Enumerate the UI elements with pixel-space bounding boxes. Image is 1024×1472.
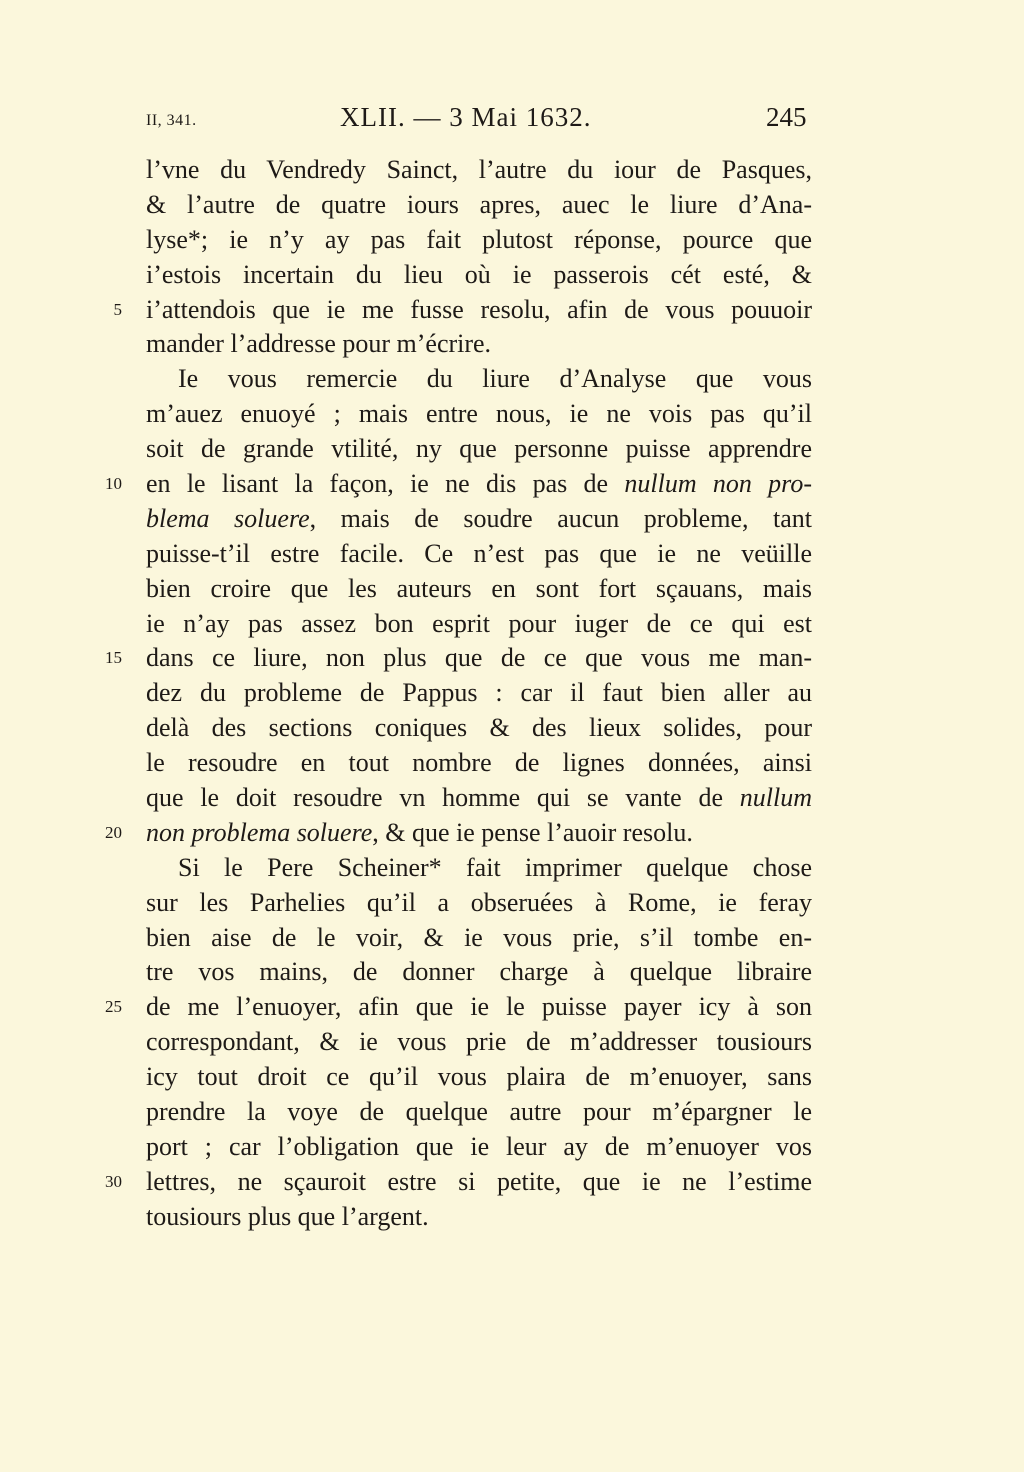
line-number: 30 — [105, 1171, 122, 1191]
line-text: lettres, ne sçauroit estre si petite, que ie ne l’estime — [146, 1166, 812, 1196]
text-line — [146, 572, 812, 607]
line-text: icy tout droit ce qu’il vous plaira de m’enuoyer, sans — [146, 1062, 812, 1092]
line-text: Ie vous remercie du liure d’Analyse que vous — [178, 364, 812, 394]
latin-phrase: nullum — [739, 783, 812, 813]
line-text: tousiours plus que l’argent. — [146, 1201, 429, 1231]
line-text-mixed — [146, 502, 812, 537]
line-number: 20 — [105, 822, 122, 842]
line-text: bien aise de le voir, & ie vous prie, s’il tombe en- — [146, 922, 812, 952]
line-number: 10 — [105, 474, 122, 494]
line-text: Si le Pere Scheiner* fait imprimer quelque chose — [178, 852, 812, 882]
text-line — [105, 816, 812, 851]
letter-body — [105, 153, 812, 1235]
line-text: prendre la voye de quelque autre pour m’épargner le — [146, 1097, 812, 1127]
text-line — [146, 1130, 812, 1165]
line-text: de me l’enuoyer, afin que ie le puisse payer icy à son — [146, 992, 812, 1022]
line-text: delà des sections coniques & des lieux solides, pour — [146, 713, 812, 743]
line-segment: , mais de soudre aucun probleme, tant — [309, 503, 812, 533]
text-line — [146, 1060, 812, 1095]
line-text-mixed — [146, 781, 812, 816]
letter-heading: XLII. — 3 Mai 1632. — [340, 102, 592, 132]
text-line — [146, 432, 812, 467]
text-line — [105, 467, 812, 502]
line-number: 25 — [105, 997, 122, 1017]
line-text: m’auez enuoyé ; mais entre nous, ie ne vois pas qu’il — [146, 399, 812, 429]
line-segment: , & que ie pense l’auoir resolu. — [372, 817, 693, 847]
text-line — [146, 502, 812, 537]
text-line — [146, 781, 812, 816]
line-segment: que le doit resoudre vn homme qui se vante de — [146, 783, 740, 813]
line-text: i’attendois que ie me fusse resolu, afin de vous pouuoir — [146, 294, 812, 324]
line-number: 15 — [105, 648, 122, 668]
text-line — [146, 362, 812, 397]
line-text: & l’autre de quatre iours apres, auec le liure d’Ana- — [146, 189, 812, 219]
line-text: port ; car l’obligation que ie leur ay de m’enuoyer vos — [146, 1131, 812, 1161]
line-text: mander l’addresse pour m’écrire. — [146, 329, 492, 359]
line-text-mixed — [146, 467, 812, 502]
text-line — [146, 258, 812, 293]
line-text: correspondant, & ie vous prie de m’addresser tousiours — [146, 1027, 812, 1057]
line-text: lyse*; ie n’y ay pas fait plutost réponse, pource que — [146, 224, 812, 254]
text-line — [105, 1165, 812, 1200]
line-text-mixed — [146, 816, 812, 851]
text-line — [146, 955, 812, 990]
text-line — [146, 711, 812, 746]
line-text: l’vne du Vendredy Sainct, l’autre du iour de Pasques, — [146, 155, 812, 184]
text-line — [146, 1095, 812, 1130]
volume-reference: II, 341. — [146, 112, 197, 129]
line-text: le resoudre en tout nombre de lignes données, ainsi — [146, 748, 812, 778]
running-header — [0, 102, 1024, 142]
text-line — [146, 537, 812, 572]
text-line — [105, 641, 812, 676]
text-line — [146, 676, 812, 711]
text-line — [146, 223, 812, 258]
line-number: 5 — [113, 299, 122, 319]
line-text: ie n’ay pas assez bon esprit pour iuger de ce qui est — [146, 608, 812, 638]
text-line — [146, 153, 812, 188]
latin-phrase: non problema soluere — [146, 817, 373, 847]
text-line — [146, 327, 812, 362]
text-line — [146, 607, 812, 642]
text-line — [146, 397, 812, 432]
line-text: tre vos mains, de donner charge à quelque libraire — [146, 957, 812, 987]
text-line — [146, 886, 812, 921]
text-line — [105, 990, 812, 1025]
line-text: bien croire que les auteurs en sont fort sçauans, mais — [146, 573, 812, 603]
text-line — [146, 921, 812, 956]
latin-phrase: nullum non pro- — [624, 469, 812, 499]
line-text: i’estois incertain du lieu où ie passerois cét esté, & — [146, 259, 812, 289]
text-line — [113, 293, 812, 328]
line-text: soit de grande vtilité, ny que personne puisse apprendre — [146, 434, 812, 464]
line-text: sur les Parhelies qu’il a obseruées à Rome, ie feray — [146, 887, 812, 917]
latin-phrase: blema soluere — [146, 503, 310, 533]
line-text: dez du probleme de Pappus : car il faut bien aller au — [146, 678, 812, 708]
text-line — [146, 746, 812, 781]
text-line — [146, 851, 812, 886]
text-line — [146, 188, 812, 223]
line-text: puisse-t’il estre facile. Ce n’est pas que ie ne veüille — [146, 538, 812, 568]
line-text: dans ce liure, non plus que de ce que vous me man- — [146, 643, 812, 673]
line-segment: en le lisant la façon, ie ne dis pas de — [146, 469, 625, 499]
page-number: 245 — [766, 102, 807, 132]
text-line — [146, 1200, 812, 1235]
text-line — [146, 1025, 812, 1060]
